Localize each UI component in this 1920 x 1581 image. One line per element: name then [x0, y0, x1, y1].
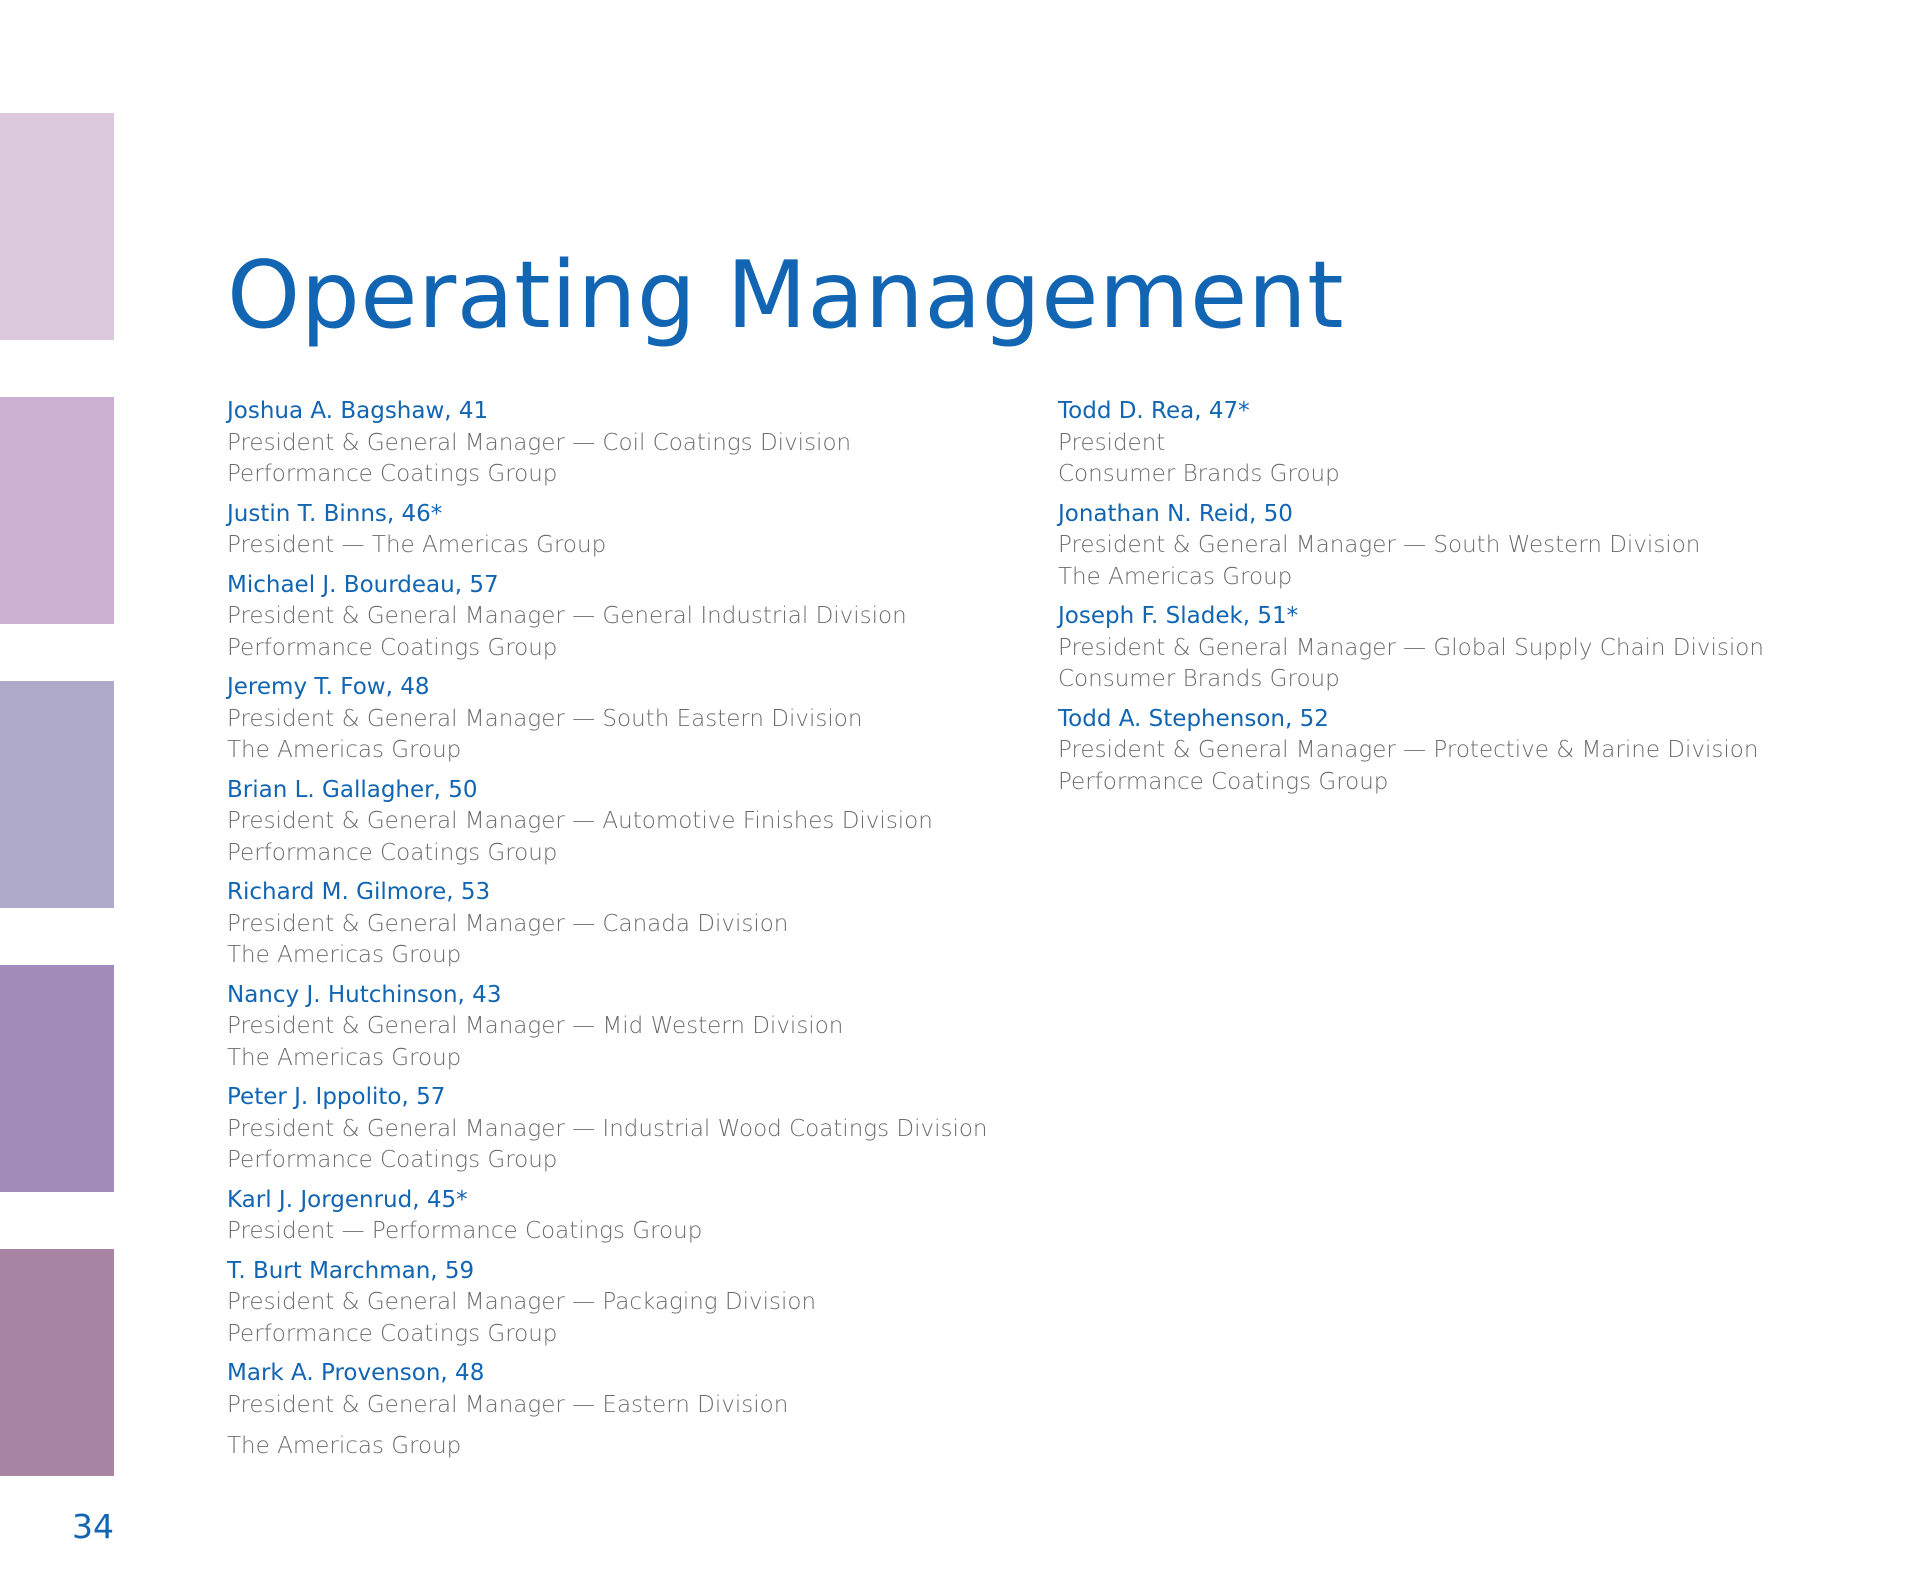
- executive-name: Todd D. Rea, 47*: [1058, 398, 1250, 424]
- executive-name: T. Burt Marchman, 59: [227, 1257, 475, 1284]
- executive-title: President: [1058, 429, 1166, 456]
- executive-name: Richard M. Gilmore, 53: [227, 879, 491, 905]
- sidebar-color-block-5: [0, 1249, 114, 1476]
- page-number: 34: [72, 1507, 114, 1546]
- executive-title: President & General Manager — Protective & Marine Division: [1058, 737, 1759, 763]
- executive-entry: [227, 1358, 1027, 1463]
- executive-entry: [227, 672, 1027, 767]
- executive-title: President & General Manager — Canada Division: [227, 910, 789, 937]
- executive-name: Mark A. Provenson, 48: [227, 1360, 485, 1386]
- executive-group: Performance Coatings Group: [227, 1147, 558, 1173]
- executive-title: President & General Manager — Packaging Division: [227, 1289, 817, 1315]
- executive-entry: [1058, 499, 1878, 594]
- executive-entry: [227, 570, 1027, 665]
- right-column: [1058, 396, 1878, 806]
- executive-title: President & General Manager — Global Supply Chain Division: [1058, 634, 1764, 661]
- executive-group: Performance Coatings Group: [1058, 768, 1389, 795]
- page-title: Operating Management: [227, 241, 1345, 349]
- executive-group: Performance Coatings Group: [227, 839, 558, 866]
- executive-entry: [227, 980, 1027, 1075]
- executive-name: Jeremy T. Fow, 48: [227, 674, 430, 700]
- executive-title: President & General Manager — Eastern Division: [227, 1391, 789, 1418]
- executive-group: Consumer Brands Group: [1058, 666, 1340, 692]
- executive-name: Joseph F. Sladek, 51*: [1058, 603, 1299, 629]
- executive-group: The Americas Group: [227, 942, 462, 968]
- executive-title: President & General Manager — Industrial Wood Coatings Division: [227, 1115, 988, 1142]
- executive-title: President & General Manager — Coil Coatings Division: [227, 429, 852, 456]
- left-column: [227, 396, 1027, 1471]
- executive-entry: [227, 1082, 1027, 1177]
- executive-title: President — Performance Coatings Group: [227, 1218, 703, 1244]
- executive-group: Performance Coatings Group: [227, 634, 558, 661]
- executive-entry: [1058, 704, 1878, 799]
- executive-title: President & General Manager — Automotive Finishes Division: [227, 808, 933, 834]
- sidebar-color-block-4: [0, 965, 114, 1192]
- executive-title: President & General Manager — General Industrial Division: [227, 603, 907, 629]
- executive-name: Michael J. Bourdeau, 57: [227, 571, 499, 598]
- executive-name: Jonathan N. Reid, 50: [1058, 500, 1293, 527]
- executive-entry: [1058, 601, 1878, 696]
- executive-name: Justin T. Binns, 46*: [227, 500, 443, 527]
- executive-group: Performance Coatings Group: [227, 1320, 558, 1347]
- executive-group: Performance Coatings Group: [227, 461, 558, 487]
- executive-entry: [227, 499, 1027, 562]
- executive-entry: [1058, 396, 1878, 491]
- executive-title: President & General Manager — South Eastern Division: [227, 705, 863, 732]
- executive-name: Nancy J. Hutchinson, 43: [227, 981, 502, 1008]
- executive-entry: [227, 1185, 1027, 1248]
- executive-entry: [227, 396, 1027, 491]
- executive-entry: [227, 775, 1027, 870]
- executive-name: Karl J. Jorgenrud, 45*: [227, 1186, 468, 1213]
- executive-entry: [227, 1256, 1027, 1351]
- sidebar-color-block-2: [0, 397, 114, 624]
- executive-title: President & General Manager — South Western Division: [1058, 532, 1701, 558]
- executive-entry: [227, 877, 1027, 972]
- executive-group: The Americas Group: [227, 737, 462, 763]
- executive-group: Consumer Brands Group: [1058, 461, 1340, 487]
- executive-name: Peter J. Ippolito, 57: [227, 1084, 446, 1110]
- executive-name: Todd A. Stephenson, 52: [1058, 705, 1329, 732]
- executive-group: The Americas Group: [227, 1044, 462, 1071]
- executive-group: The Americas Group: [1058, 563, 1293, 590]
- sidebar-color-block-1: [0, 113, 114, 340]
- executive-group: The Americas Group: [227, 1433, 462, 1459]
- executive-name: Joshua A. Bagshaw, 41: [227, 398, 489, 424]
- sidebar-color-block-3: [0, 681, 114, 908]
- executive-name: Brian L. Gallagher, 50: [227, 776, 478, 803]
- executive-title: President — The Americas Group: [227, 532, 607, 558]
- executive-title: President & General Manager — Mid Western Division: [227, 1013, 844, 1039]
